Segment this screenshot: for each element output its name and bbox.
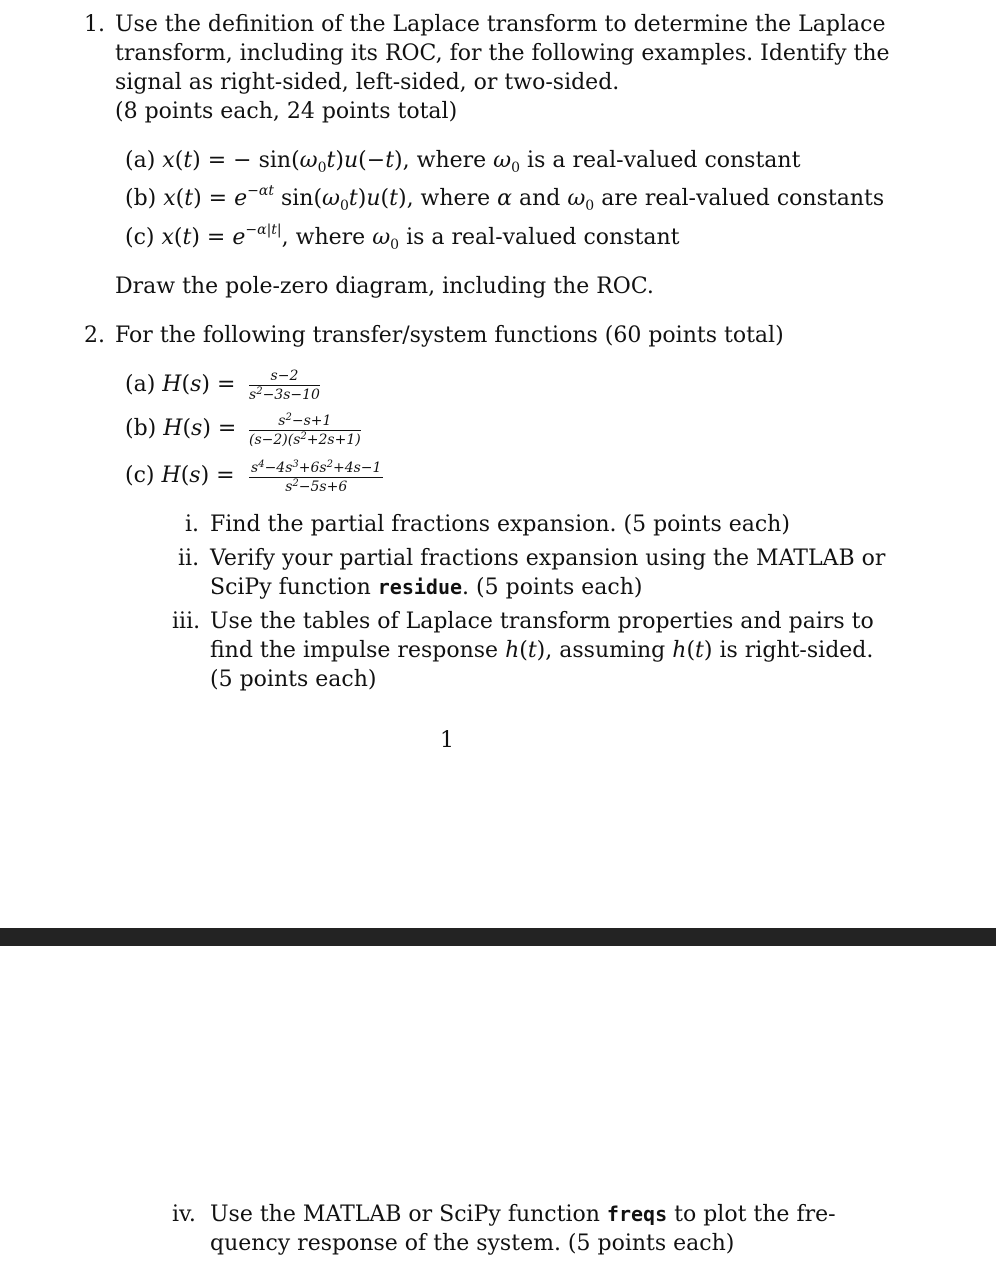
problem-1-number: 1.: [84, 12, 105, 37]
problem-1-line-1: Use the definition of the Laplace transform to determine the Laplace: [115, 12, 886, 37]
problem-2b-label: (b) H(s) =: [125, 416, 237, 441]
subitem-ii-line-1: Verify your partial fractions expansion using the MATLAB or: [210, 546, 886, 571]
problem-2c-fraction: $\frac{s^4-4s^3+6s^2+4s-1}{s^2-5s+6}$: [251, 459, 382, 495]
problem-1b: (b) $x(t) = e^{-\alpha t}$ $\sin(\omega_0t)u(t)$, where α and $\omega_0$ are real-valued constants: [125, 183, 885, 214]
freqs-code: freqs: [606, 1202, 668, 1226]
problem-1-points: (8 points each, 24 points total): [115, 99, 458, 124]
problem-2b-fraction: $\frac{s^2-s+1}{(s-2)(s^2+2s+1)}$: [249, 412, 361, 448]
problem-1-footer: Draw the pole-zero diagram, including the ROC.: [115, 274, 654, 299]
subitem-iv-line-2: quency response of the system. (5 points each): [210, 1231, 735, 1256]
subitem-ii-label: ii.: [178, 546, 200, 571]
subitem-iii-line-1: Use the tables of Laplace transform properties and pairs to: [210, 609, 874, 634]
problem-1-line-2: transform, including its ROC, for the following examples. Identify the: [115, 41, 890, 66]
page-number: 1: [440, 728, 454, 753]
page-divider: [0, 928, 996, 946]
problem-1c: (c) $x(t) = e^{-\alpha|t|}$, where $\omega_0$ is a real-valued constant: [125, 222, 680, 253]
problem-2-number: 2.: [84, 323, 105, 348]
subitem-iii-line-2: find the impulse response h(t), assuming h(t) is right-sided.: [210, 638, 874, 663]
subitem-iv-label: iv.: [172, 1202, 196, 1227]
problem-2c-label: (c) H(s) =: [125, 463, 235, 488]
subitem-i-label: i.: [185, 512, 200, 537]
problem-1a: (a) x(t) = − $\sin(\omega_0t)u(-t)$, where $\omega_0$ is a real-valued constant: [125, 148, 801, 176]
subitem-iv-line-1: Use the MATLAB or SciPy function freqs to plot the fre-: [210, 1202, 836, 1227]
subitem-iii-label: iii.: [172, 609, 201, 634]
subitem-ii-line-2: SciPy function residue. (5 points each): [210, 575, 643, 600]
residue-code: residue: [377, 575, 463, 599]
problem-2a-fraction: $\frac{s-2}{s^2-3s-10}$: [249, 368, 320, 403]
subitem-iii-line-3: (5 points each): [210, 667, 377, 692]
problem-2-heading: For the following transfer/system functions (60 points total): [115, 323, 784, 348]
problem-2a-label: (a) H(s) =: [125, 372, 236, 397]
subitem-i-text: Find the partial fractions expansion. (5 points each): [210, 512, 790, 537]
problem-1-line-3: signal as right-sided, left-sided, or two-sided.: [115, 70, 620, 95]
